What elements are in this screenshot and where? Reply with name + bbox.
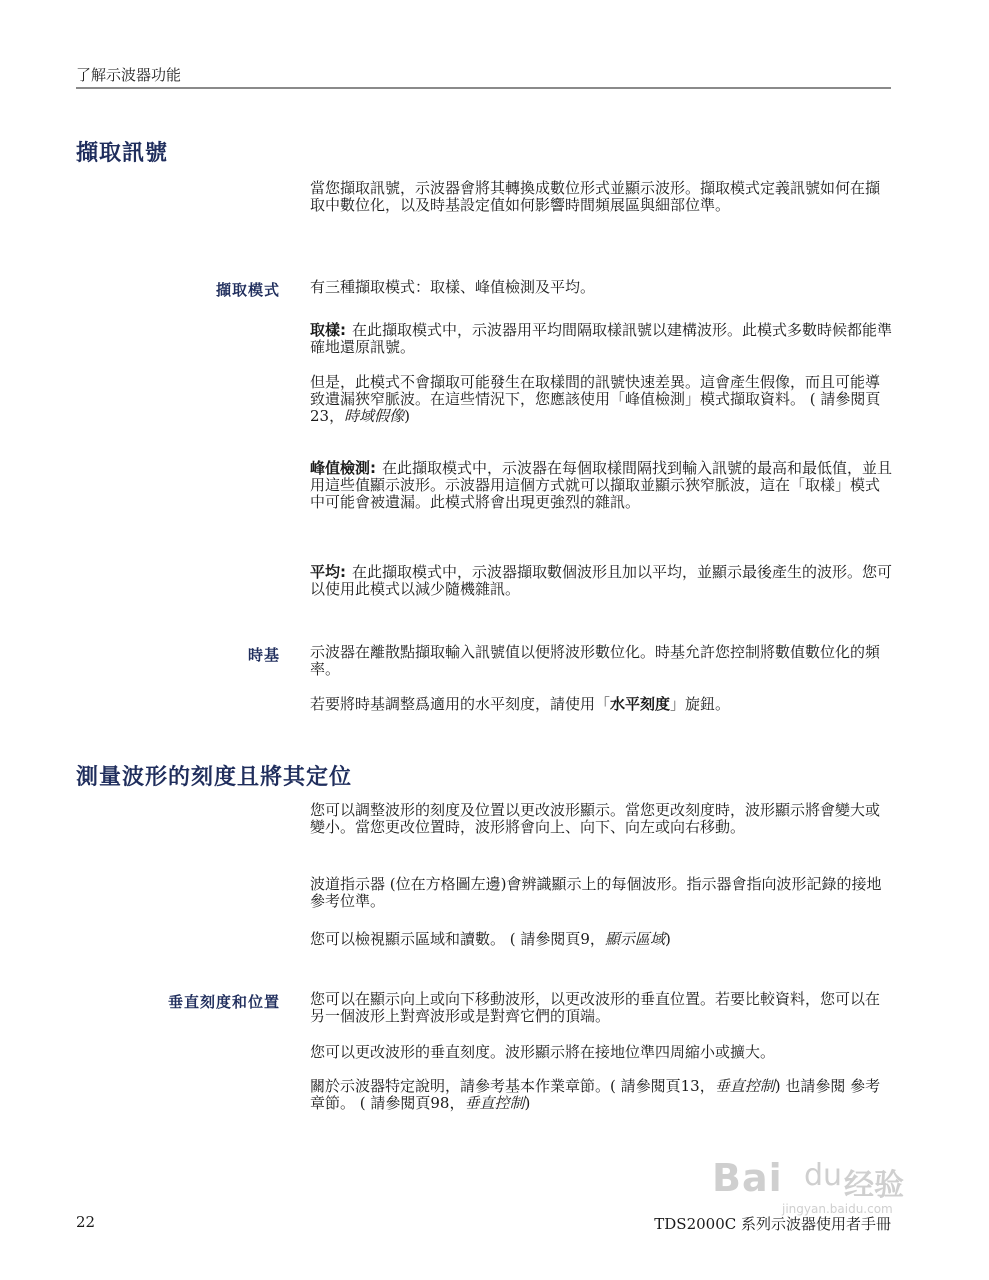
time-domain-aliasing-link[interactable]: 時域假像 <box>344 407 405 425</box>
side-heading-time-base: 時基 <box>247 646 280 664</box>
modes-summary-paragraph: 有三種擷取模式：取樣、峰值檢測及平均。 <box>310 278 596 296</box>
average-text: 在此擷取模式中，示波器擷取數個波形且加以平均，並顯示最後產生的波形。您可以使用此模式以減少隨機雜訊。 <box>310 563 893 598</box>
sample-mode-paragraph <box>310 322 892 356</box>
sample-note-text: 但是，此模式不會擷取可能發生在取樣間的訊號快速差異。這會產生假像，而且可能導致遺漏狹窄脈波。在這些情況下，您應該使用「峰值檢測」模式擷取資料。 ( 請參閱頁23， <box>310 373 881 425</box>
page-number: 22 <box>76 1213 96 1231</box>
watermark-name: 经验 <box>844 1168 904 1203</box>
section-heading-scale-position: 測量波形的刻度且將其定位 <box>76 765 353 790</box>
average-term: 平均: <box>310 563 346 581</box>
scale-paragraph-2: 波道指示器 (位在方格圖左邊)會辨識顯示上的每個波形。指示器會指向波形記錄的接地參考位準。 <box>310 875 882 910</box>
horizontal-scale-knob-label: 水平刻度 <box>610 695 671 713</box>
acquire-intro-paragraph: 當您擷取訊號，示波器會將其轉換成數位形式並顯示波形。擷取模式定義訊號如何在擷取中數位化，以及時基設定值如何影響時間頻展區與細部位準。 <box>310 179 881 214</box>
watermark-brand: Bai <box>712 1156 783 1200</box>
side-heading-vertical-scale-position: 垂直刻度和位置 <box>167 993 280 1011</box>
manual-title: TDS2000C 系列示波器使用者手冊 <box>654 1215 891 1233</box>
section-heading-acquire: 擷取訊號 <box>76 141 169 166</box>
average-paragraph <box>310 564 892 598</box>
running-header: 了解示波器功能 <box>76 64 891 89</box>
sample-mode-text: 在此擷取模式中，示波器用平均間隔取樣訊號以建構波形。此模式多數時候都能準確地還原訊號。 <box>310 321 893 356</box>
timebase-text-after: 」旋鈕。 <box>670 695 731 713</box>
vertical-controls-link-2[interactable]: 垂直控制 <box>464 1094 525 1112</box>
sample-mode-term: 取樣: <box>310 321 346 339</box>
sample-note-paragraph <box>310 374 892 425</box>
vertical-paragraph-2: 您可以更改波形的垂直刻度。波形顯示將在接地位準四周縮小或擴大。 <box>310 1043 776 1061</box>
side-heading-acquisition-modes: 擷取模式 <box>215 281 280 299</box>
vertical-p3-text-b: ) 也請參閱 參考章節。 ( 請參閱頁98， <box>310 1077 881 1112</box>
scale-p3-text: 您可以檢視顯示區域和讀數。 ( 請參閱頁9， <box>310 930 605 948</box>
peak-detect-term: 峰值檢測: <box>310 459 376 477</box>
scale-paragraph-1: 您可以調整波形的刻度及位置以更改波形顯示。當您更改刻度時，波形顯示將會變大或變小。當您更改位置時，波形將會向上、向下、向左或向右移動。 <box>310 801 881 836</box>
vertical-paragraph-3 <box>310 1078 892 1112</box>
peak-detect-paragraph <box>310 460 892 511</box>
vertical-p3-text-c: ) <box>524 1094 531 1112</box>
timebase-paragraph-2 <box>310 696 892 713</box>
paw-icon: du <box>804 1158 843 1193</box>
vertical-p3-text-a: 關於示波器特定說明，請參考基本作業章節。( 請參閱頁13， <box>310 1077 715 1095</box>
scale-paragraph-3 <box>310 931 892 948</box>
sample-note-close: ) <box>404 407 410 425</box>
vertical-paragraph-1: 您可以在顯示向上或向下移動波形，以更改波形的垂直位置。若要比較資料，您可以在另一個波形上對齊波形或是對齊它們的頂端。 <box>310 990 881 1025</box>
baidu-jingyan-watermark <box>712 1150 912 1220</box>
peak-detect-text: 在此擷取模式中，示波器在每個取樣間隔找到輸入訊號的最高和最低值，並且用這些值顯示波形。示波器用這個方式就可以擷取並顯示狹窄脈波，這在「取樣」模式中可能會被遺漏。此模式將會出現更強烈的雜訊。 <box>310 459 893 511</box>
display-area-link[interactable]: 顯示區域 <box>604 930 665 948</box>
watermark-url: jingyan.baidu.com <box>782 1202 893 1216</box>
scale-p3-close: ) <box>664 930 671 948</box>
timebase-paragraph-1: 示波器在離散點擷取輸入訊號值以便將波形數位化。時基允許您控制將數值數位化的頻率。 <box>310 643 881 678</box>
timebase-text-before: 若要將時基調整爲適用的水平刻度，請使用「 <box>310 695 611 713</box>
vertical-controls-link-1[interactable]: 垂直控制 <box>714 1077 775 1095</box>
